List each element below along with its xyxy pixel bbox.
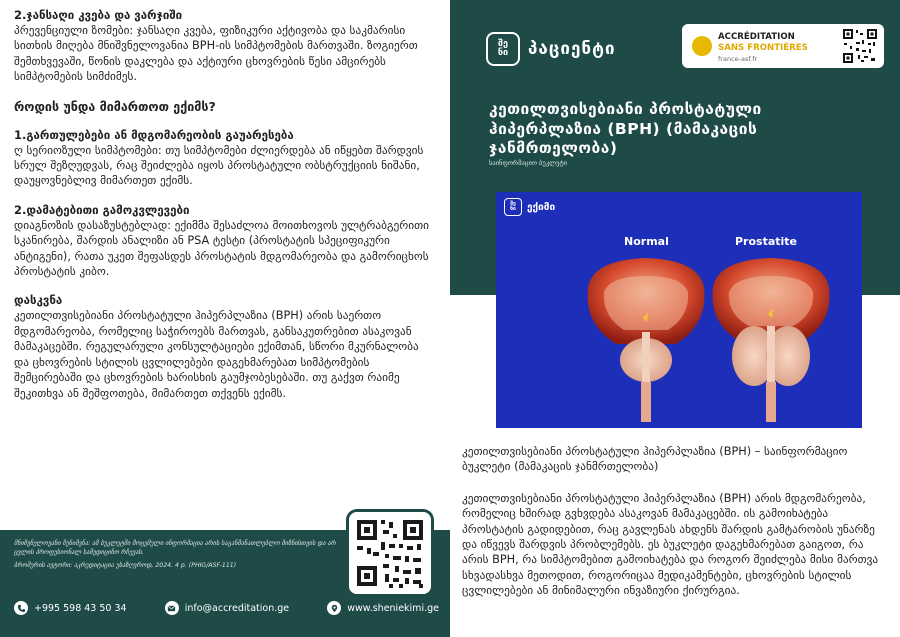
- brochure-title: კეთილთვისებიანი პროსტატული ჰიპერპლაზია (BPH) (მამაკაცის ჯანმრთელობა): [489, 100, 762, 157]
- prostate-illustration: [496, 192, 862, 428]
- qr-code: [349, 512, 431, 594]
- accreditation-line1: ACCRÉDITATION: [718, 32, 795, 42]
- section-heading: დასკვნა: [14, 293, 63, 308]
- logo-mark: [486, 32, 520, 66]
- left-text-column: [14, 8, 434, 401]
- section-heading: 1.გართულებები ან მდგომარეობის გაუარესება: [14, 127, 294, 142]
- phone-number: +995 598 43 50 34: [34, 602, 127, 614]
- label-prostatite: Prostatite: [735, 235, 798, 248]
- email-address: info@accreditation.ge: [184, 602, 290, 614]
- asf-emblem-icon: [692, 36, 712, 56]
- phone-contact[interactable]: [14, 601, 127, 615]
- accreditation-qr-code: [842, 28, 878, 64]
- section-body: პრევენციული ზომები: ჯანსაღი კვება, ფიზიკური აქტივობა და საკმარისი სითხის მიღება მნიშვნელოვანია BPH-ის სიმპტომების მართვაში. ზოგიერთ შემთხვევაში, წონის დაკლება და აქტიური ცხოვრების წესი ამცირებს სიმპტომების სიმძიმეს.: [14, 24, 418, 84]
- logo-mark-top: შე: [498, 39, 508, 49]
- logo-mark-bottom: ნი: [497, 48, 509, 58]
- section-heading: როდის უნდა მიმართოთ ექიმს?: [14, 98, 216, 114]
- brand-logo: [486, 32, 616, 66]
- email-contact[interactable]: [165, 601, 289, 615]
- citation-text: ბროშურის ავტორი: აკრედიტაცია უსაზღვროდ, 2024. 4 p. (PHIG/ASF-111): [14, 562, 237, 570]
- section-body: დიაგნოზის დასაზუსტებლად: ექიმმა შესაძლოა მოითხოვოს ულტრაბგერითი სკანირება, შარდის ანალიზი ან PSA ტესტი (პროსტატის სპეციფიკური ანტიგენი), რათა უკეთ შეფასდეს პროსტატის მდგომარეობა და გამორიცხოს პროსტატის კიბო.: [14, 218, 430, 279]
- website-contact[interactable]: [327, 601, 439, 615]
- contact-bar: [14, 596, 439, 620]
- logo-name: პაციენტი: [528, 39, 616, 59]
- website-url: www.sheniekimi.ge: [347, 602, 439, 614]
- section-body: კეთილთვისებიანი პროსტატული ჰიპერპლაზია (BPH) არის საერთო მდგომარეობა, რომელიც საჭიროებს მართვას, განსაკუთრებით ასაკოვან მამაკაცებში. რეგულარული კონსულტაციები ექიმთან, სწორი მკურნალობა და ცხოვრების სტილის ცვლილებები დაგეხმარებათ სიმპტომების შემცირებაში და ცხოვრების ხარისხის გაუმჯობესებაში. თუ გაქვთ რაიმე შეკითხვა ან შეშფოთება, მიმართეთ თქვენს ექიმს.: [14, 309, 419, 400]
- figure-logo-text: ექიმი: [527, 201, 556, 213]
- intro-body: კეთილთვისებიანი პროსტატული ჰიპერპლაზია (BPH) არის მდგომარეობა, რომელიც ხშირად გვხვდება ასაკოვან მამაკაცებში. ის გამოიხატება პროსტატის გადიდებით, რაც გავლენას ახდენს შარდის გამტარობის უნარზე და იწვევს შარდვის პრობლემებს. ეს ბუკლეტი დაგეხმარებათ გაიგოთ, რა არის BPH, რა სიმპტომებით გამოიხატება და როგორ შეიძლება მისი მართვა სხვადასხვა მეთოდით, როგორიცაა მედიკამენტები, ცხოვრების სტილის ცვლილებები ან მინიმალური ინვაზიური ქირურგია.: [462, 491, 879, 598]
- prostate-diagrams: [496, 192, 862, 428]
- section-heading: 2.ჯანსაღი კვება და ვარჯიში: [14, 8, 183, 22]
- accreditation-url: france-asf.fr: [718, 55, 758, 63]
- enlarged-prostate-diagram: [713, 258, 830, 422]
- location-pin-icon: [327, 601, 341, 615]
- section-heading: 2.დამატებითი გამოკვლევები: [14, 202, 190, 217]
- accreditation-badge: [682, 24, 884, 68]
- figure-caption: კეთილთვისებიანი პროსტატული ჰიპერპლაზია (BPH) – საინფორმაციო ბუკლეტი (მამაკაცის ჯანმრთელობა): [462, 445, 848, 474]
- accreditation-line2: SANS FRONTIÈRES: [718, 43, 808, 53]
- label-normal: Normal: [624, 235, 669, 248]
- figure-logo-mark: შე ნი: [504, 198, 522, 216]
- section-body: ღ სერიოზული სიმპტომები: თუ სიმპტომები ძლიერდება ან იწყებთ შარდვის სრულ შეზღუდვას, რაც შეიძლება იყოს პროსტატული ობსტრუქციის ნიშანი, დაუყოვნებლივ მიმართეთ ექიმს.: [14, 143, 424, 188]
- disclaimer-text: მნიშვნელოვანი შენიშვნა: ამ ბუკლეტში მოცემული ინფორმაცია არის საგანმანათლებლო მიზნისთვის და არ ცვლის პროფესიონალ სამედიცინო რჩევას.: [14, 540, 336, 556]
- phone-icon: [14, 601, 28, 615]
- footer-notes: [14, 540, 339, 576]
- brochure-subtitle: საინფორმაციო ბუკლეტი: [489, 159, 567, 167]
- normal-prostate-diagram: [588, 258, 705, 422]
- email-icon: [165, 601, 179, 615]
- right-text-column: [462, 444, 888, 599]
